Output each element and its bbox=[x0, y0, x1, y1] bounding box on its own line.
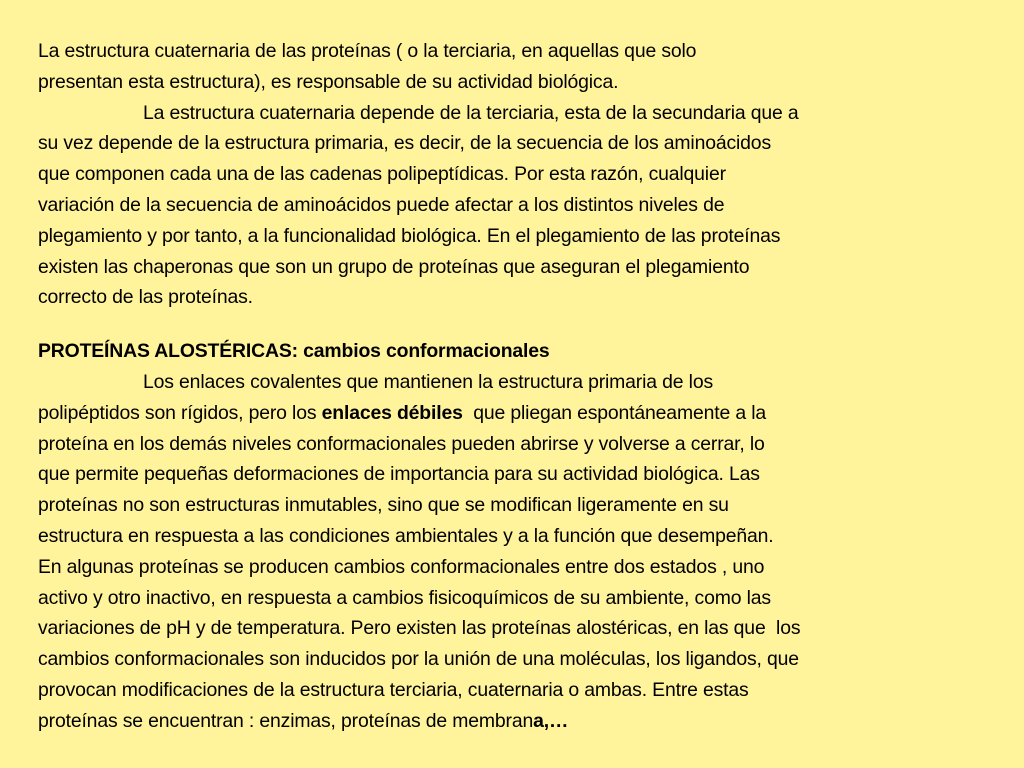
paragraph-allosteric bbox=[38, 552, 988, 737]
text-line: proteína en los demás niveles conformacionales pueden abrirse y volverse a cerrar, lo bbox=[38, 432, 765, 455]
text-line: cambios conformacionales son inducidos por la unión de una moléculas, los ligandos, que bbox=[38, 648, 799, 671]
text-line: provocan modificaciones de la estructura terciaria, cuaternaria o ambas. Entre estas bbox=[38, 678, 749, 701]
section-heading: PROTEÍNAS ALOSTÉRICAS: cambios conformacionales bbox=[38, 340, 550, 363]
emphasis-enlaces-debiles: enlaces débiles bbox=[321, 401, 463, 424]
text-line: que componen cada una de las cadenas polipeptídicas. Por esta razón, cualquier bbox=[38, 163, 726, 186]
text-line: correcto de las proteínas. bbox=[38, 286, 253, 309]
text-segment: proteínas se encuentran : enzimas, proteínas de membran bbox=[38, 709, 534, 732]
text-line: variación de la secuencia de aminoácidos puede afectar a los distintos niveles de bbox=[38, 193, 725, 216]
text-line: plegamiento y por tanto, a la funcionalidad biológica. En el plegamiento de las proteínas bbox=[38, 224, 781, 247]
slide-text-body bbox=[38, 36, 988, 737]
text-line: estructura en respuesta a las condiciones ambientales y a la función que desempeñan. bbox=[38, 524, 774, 547]
paragraph-gap bbox=[38, 313, 988, 336]
text-line: La estructura cuaternaria depende de la terciaria, esta de la secundaria que a bbox=[143, 101, 799, 124]
paragraph-quaternary-dependence bbox=[38, 98, 988, 314]
text-line-with-emphasis bbox=[38, 706, 988, 737]
text-segment: polipéptidos son rígidos, pero los bbox=[38, 401, 322, 424]
text-line: que permite pequeñas deformaciones de importancia para su actividad biológica. Las bbox=[38, 463, 760, 486]
text-line: Los enlaces covalentes que mantienen la estructura primaria de los bbox=[143, 370, 713, 393]
text-line: su vez depende de la estructura primaria, es decir, de la secuencia de los aminoácidos bbox=[38, 132, 771, 155]
text-line: activo y otro inactivo, en respuesta a cambios fisicoquímicos de su ambiente, como las bbox=[38, 586, 771, 609]
text-line: variaciones de pH y de temperatura. Pero existen las proteínas alostéricas, en las que los bbox=[38, 617, 801, 640]
text-line: En algunas proteínas se producen cambios conformacionales entre dos estados , uno bbox=[38, 555, 765, 578]
text-line: proteínas no son estructuras inmutables, sino que se modifican ligeramente en su bbox=[38, 494, 729, 517]
paragraph-weak-bonds bbox=[38, 367, 988, 552]
text-line: La estructura cuaternaria de las proteínas ( o la terciaria, en aquellas que solo bbox=[38, 40, 697, 62]
emphasis-ending: a,… bbox=[533, 709, 569, 732]
text-segment: que pliegan espontáneamente a la bbox=[462, 401, 766, 424]
text-line: presentan esta estructura), es responsable de su actividad biológica. bbox=[38, 70, 619, 93]
text-line-with-emphasis bbox=[38, 398, 988, 429]
text-line: existen las chaperonas que son un grupo de proteínas que aseguran el plegamiento bbox=[38, 255, 750, 278]
paragraph-intro bbox=[38, 36, 988, 98]
